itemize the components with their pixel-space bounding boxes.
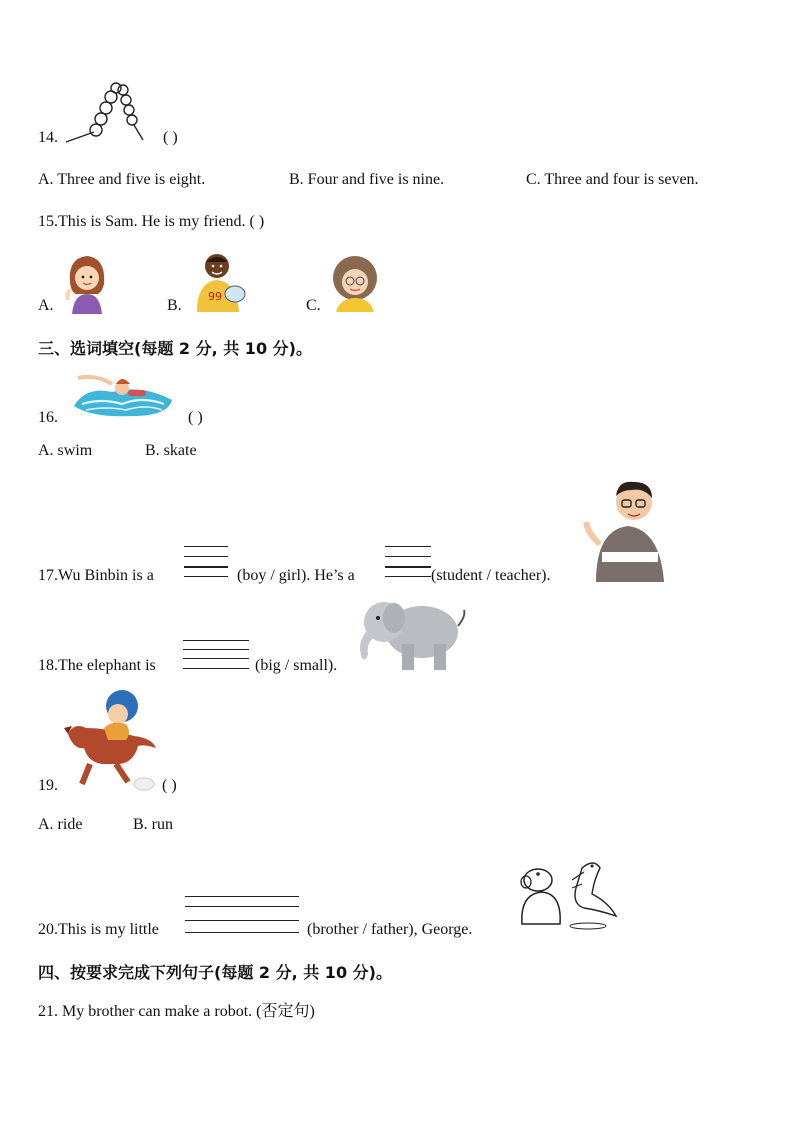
boy-football-player-image xyxy=(193,250,251,312)
candied-fruit-skewers-image xyxy=(66,84,150,144)
section-3-heading: 三、选词填空(每题 2 分, 共 10 分)。 xyxy=(38,339,312,358)
q19-option-b: B. run xyxy=(133,816,173,833)
q17-text-part-2: (boy / girl). He’s a xyxy=(237,567,355,584)
boy-riding-horse-image xyxy=(60,684,158,794)
q15-option-c-label: C. xyxy=(306,297,321,314)
girl-portrait-image xyxy=(62,252,112,314)
q16-number: 16. xyxy=(38,409,58,426)
q20-text-part-2: (brother / father), George. xyxy=(307,921,473,938)
q18-blank[interactable] xyxy=(183,638,249,674)
q17-blank-2[interactable] xyxy=(385,544,431,582)
q17-text-part-1: 17.Wu Binbin is a xyxy=(38,567,154,584)
q15-option-b-label: B. xyxy=(167,297,182,314)
q14-option-b: B. Four and five is nine. xyxy=(289,171,445,188)
q15-option-a-label: A. xyxy=(38,297,54,314)
q17-text-part-3: (student / teacher). xyxy=(431,567,551,584)
q19-option-a: A. ride xyxy=(38,816,83,833)
q14-number: 14. xyxy=(38,129,58,146)
q19-answer-paren: ( ) xyxy=(162,777,177,794)
q19-number: 19. xyxy=(38,777,58,794)
grandmother-portrait-image xyxy=(330,254,380,312)
swimming-girl-image xyxy=(72,370,176,420)
q18-text-part-2: (big / small). xyxy=(255,657,338,674)
elephant-image xyxy=(354,596,468,672)
q16-option-a: A. swim xyxy=(38,442,93,459)
q14-option-a: A. Three and five is eight. xyxy=(38,171,206,188)
q17-blank-1[interactable] xyxy=(184,544,228,582)
q20-blank[interactable] xyxy=(185,894,299,936)
q20-text-part-1: 20.This is my little xyxy=(38,921,159,938)
q16-option-b: B. skate xyxy=(145,442,197,459)
teacher-man-image xyxy=(584,478,672,582)
q18-text-part-1: 18.The elephant is xyxy=(38,657,156,674)
q15-stem: 15.This is Sam. He is my friend. ( ) xyxy=(38,213,265,230)
svg-text:99: 99 xyxy=(208,290,222,303)
q21-text: 21. My brother can make a robot. (否定句) xyxy=(38,1003,315,1020)
peppa-george-dinosaur-image xyxy=(512,858,620,930)
q16-answer-paren: ( ) xyxy=(188,409,203,426)
section-4-heading: 四、按要求完成下列句子(每题 2 分, 共 10 分)。 xyxy=(38,963,392,982)
q14-answer-paren: ( ) xyxy=(163,129,178,146)
q14-option-c: C. Three and four is seven. xyxy=(526,171,699,188)
